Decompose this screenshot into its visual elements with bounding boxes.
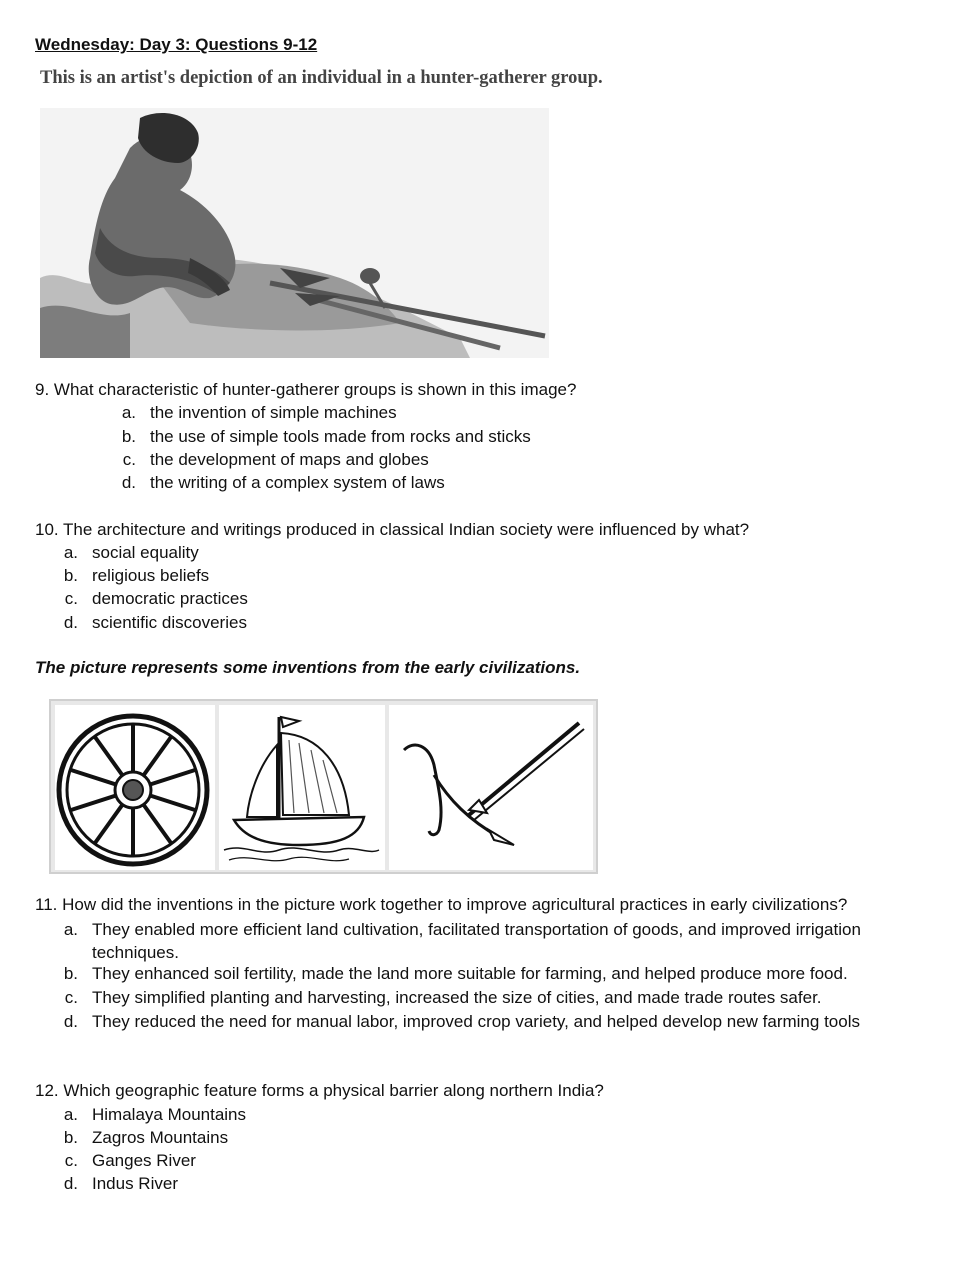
q12-option-c-text: Ganges River <box>92 1151 196 1170</box>
wheel-image <box>55 705 215 870</box>
q12-option-c-letter: c. <box>64 1151 78 1170</box>
q11-option-d-text: They reduced the need for manual labor, improved crop variety, and helped develop new farming tools <box>92 1012 860 1031</box>
q12-option-b-letter: b. <box>63 1128 78 1147</box>
q11-option-c-text: They simplified planting and harvesting, increased the size of cities, and made trade routes safer. <box>92 988 822 1007</box>
q9-option-b-letter: b. <box>121 427 136 446</box>
q10-option-a-letter: a. <box>63 543 78 562</box>
q12-option-a <box>63 1105 247 1125</box>
q10-option-d-letter: d. <box>63 613 78 632</box>
q12-option-c <box>64 1151 196 1171</box>
question-12-stem: 12. Which geographic feature forms a physical barrier along northern India? <box>35 1081 604 1100</box>
q9-option-c <box>122 450 429 470</box>
q11-option-d-letter: d. <box>63 1012 78 1031</box>
q11-option-b-letter: b. <box>63 964 78 983</box>
q9-option-c-letter: c. <box>122 450 136 469</box>
q11-option-c-letter: c. <box>64 988 78 1007</box>
q10-option-b-text: religious beliefs <box>92 566 210 585</box>
q12-option-d-text: Indus River <box>92 1174 178 1193</box>
question-9-stem: 9. What characteristic of hunter-gatherer groups is shown in this image? <box>35 380 577 399</box>
q11-option-c <box>64 988 822 1008</box>
q10-option-c-letter: c. <box>64 589 78 608</box>
page-title: Wednesday: Day 3: Questions 9-12 <box>35 35 318 54</box>
q12-option-d-letter: d. <box>63 1174 78 1193</box>
plow-image <box>389 705 593 870</box>
q10-option-b-letter: b. <box>63 566 78 585</box>
q12-option-a-text: Himalaya Mountains <box>92 1105 247 1124</box>
q9-option-a-letter: a. <box>121 403 136 422</box>
q11-option-b <box>63 964 848 984</box>
q9-option-c-text: the development of maps and globes <box>150 450 429 469</box>
question-11-stem: 11. How did the inventions in the picture work together to improve agricultural practices in early civilizations? <box>35 895 848 914</box>
q10-option-a-text: social equality <box>92 543 199 562</box>
q9-option-d <box>121 473 445 493</box>
q12-option-a-letter: a. <box>63 1105 78 1124</box>
q10-option-a <box>63 543 199 563</box>
hunter-gatherer-illustration <box>40 108 549 358</box>
q12-option-b-text: Zagros Mountains <box>92 1128 229 1147</box>
q9-option-b-text: the use of simple tools made from rocks and sticks <box>150 427 531 446</box>
q9-option-d-text: the writing of a complex system of laws <box>150 473 445 492</box>
q11-option-a-letter: a. <box>63 920 78 939</box>
sailboat-image <box>219 705 385 870</box>
q9-option-a-text: the invention of simple machines <box>150 403 397 422</box>
figure1-caption: This is an artist's depiction of an individual in a hunter-gatherer group. <box>40 68 603 88</box>
q10-option-b <box>63 566 210 586</box>
q12-option-d <box>63 1174 178 1194</box>
inventions-image-strip <box>49 699 598 874</box>
q9-option-a <box>121 403 397 423</box>
q11-option-a-text: They enabled more efficient land cultivation, facilitated transportation of goods, and improved irrigation techniques. <box>92 920 861 962</box>
q12-option-b <box>63 1128 229 1148</box>
q9-option-b <box>121 427 531 447</box>
q10-option-d <box>63 613 247 633</box>
q10-option-c-text: democratic practices <box>92 589 248 608</box>
q11-option-a <box>63 918 902 964</box>
q9-option-d-letter: d. <box>121 473 136 492</box>
question-10-stem: 10. The architecture and writings produced in classical Indian society were influenced by what? <box>35 520 750 539</box>
q10-option-c <box>64 589 248 609</box>
q11-option-d <box>63 1012 860 1032</box>
figure2-caption: The picture represents some inventions from the early civilizations. <box>35 658 581 677</box>
q10-option-d-text: scientific discoveries <box>92 613 247 632</box>
q11-option-b-text: They enhanced soil fertility, made the land more suitable for farming, and helped produce more food. <box>92 964 848 983</box>
